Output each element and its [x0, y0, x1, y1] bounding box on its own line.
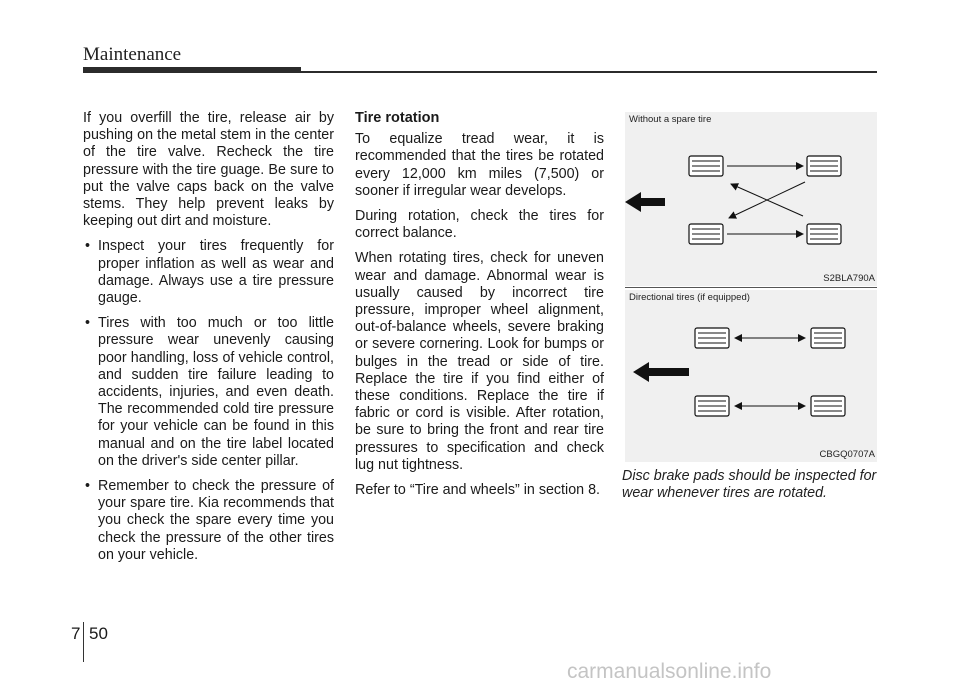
- bullet-item: [83, 315, 334, 470]
- header-rule: [301, 71, 877, 73]
- bullet-item: [83, 478, 334, 564]
- header-bar-thick: [83, 67, 301, 73]
- tire-icon: [811, 396, 845, 416]
- rotation-diagram-2: [625, 290, 877, 462]
- bullet-list: [83, 238, 334, 564]
- header-title: Maintenance: [83, 44, 182, 65]
- footer-divider: [83, 622, 84, 662]
- bullet-dot: •: [85, 238, 91, 255]
- paragraph: When rotating tires, check for uneven wear and damage. Abnormal wear is usually caused by incorrect tire pressure, improper wheel alignment, out-of-balance wheels, severe braking or severe cornering. Look for bumps or bulges in the tread or side of tire. Replace the tire if you find either of these conditions. Replace the tire if fabric or cord is visible. After rotation, be sure to bring the front and rear tire pressures to specification and check lug nut tightness.: [355, 250, 604, 473]
- tire-icon: [807, 224, 841, 244]
- column-middle: [355, 110, 604, 507]
- paragraph: Refer to “Tire and wheels” in section 8.: [355, 482, 601, 499]
- paragraph: To equalize tread wear, it is recommended that the tires be rotated every 12,000 km miles (7,500) or sooner if irregular wear develops.: [355, 131, 604, 199]
- rotation-arrow: [731, 184, 803, 216]
- column-left: [83, 110, 334, 572]
- section-heading: Tire rotation: [355, 110, 440, 126]
- tire-icon: [807, 156, 841, 176]
- forward-direction-arrow: [633, 362, 689, 382]
- figure-code: S2BLA790A: [823, 273, 875, 284]
- bullet-text: Tires with too much or too little pressure wear unevenly causing poor handling, loss of vehicle control, and sudden tire failure leading to accidents, injuries, and even death. The recommended cold tire pressure for your vehicle can be found in this manual and on the tire label located on the driver's side center pillar.: [98, 315, 334, 469]
- section-number: 7: [71, 624, 81, 643]
- tire-icon: [689, 224, 723, 244]
- forward-direction-arrow: [625, 192, 665, 212]
- bullet-text: Inspect your tires frequently for proper inflation as well as wear and damage. Always use a tire pressure gauge.: [98, 238, 334, 307]
- intro-paragraph: If you overfill the tire, release air by pushing on the metal stem in the center of the tire valve. Recheck the tire pressure with the tire guage. Be sure to put the valve caps back on the valve stems. They help prevent leaks by keeping out dirt and moisture.: [83, 110, 334, 230]
- tire-icon: [695, 328, 729, 348]
- bullet-dot: •: [85, 478, 91, 495]
- page-number: 50: [89, 624, 108, 643]
- figure-rotation-without-spare: [625, 112, 877, 286]
- tire-icon: [695, 396, 729, 416]
- figure-label: Directional tires (if equipped): [629, 292, 750, 303]
- bullet-item: [83, 238, 334, 307]
- bullet-dot: •: [85, 315, 91, 332]
- figure-label: Without a spare tire: [629, 114, 712, 125]
- paragraph: During rotation, check the tires for correct balance.: [355, 208, 604, 242]
- tire-icon: [811, 328, 845, 348]
- rotation-diagram-1: [625, 112, 877, 286]
- figure-divider: [625, 287, 877, 288]
- tire-icon: [689, 156, 723, 176]
- watermark: carmanualsonline.info: [567, 660, 772, 683]
- figure-caption-note: Disc brake pads should be inspected for wear whenever tires are rotated.: [622, 468, 877, 501]
- bullet-text: Remember to check the pressure of your spare tire. Kia recommends that you check the spare every time you check the pressure of the other tires on your vehicle.: [98, 478, 334, 563]
- figure-rotation-directional: [625, 290, 877, 462]
- figure-code: CBGQ0707A: [819, 449, 875, 460]
